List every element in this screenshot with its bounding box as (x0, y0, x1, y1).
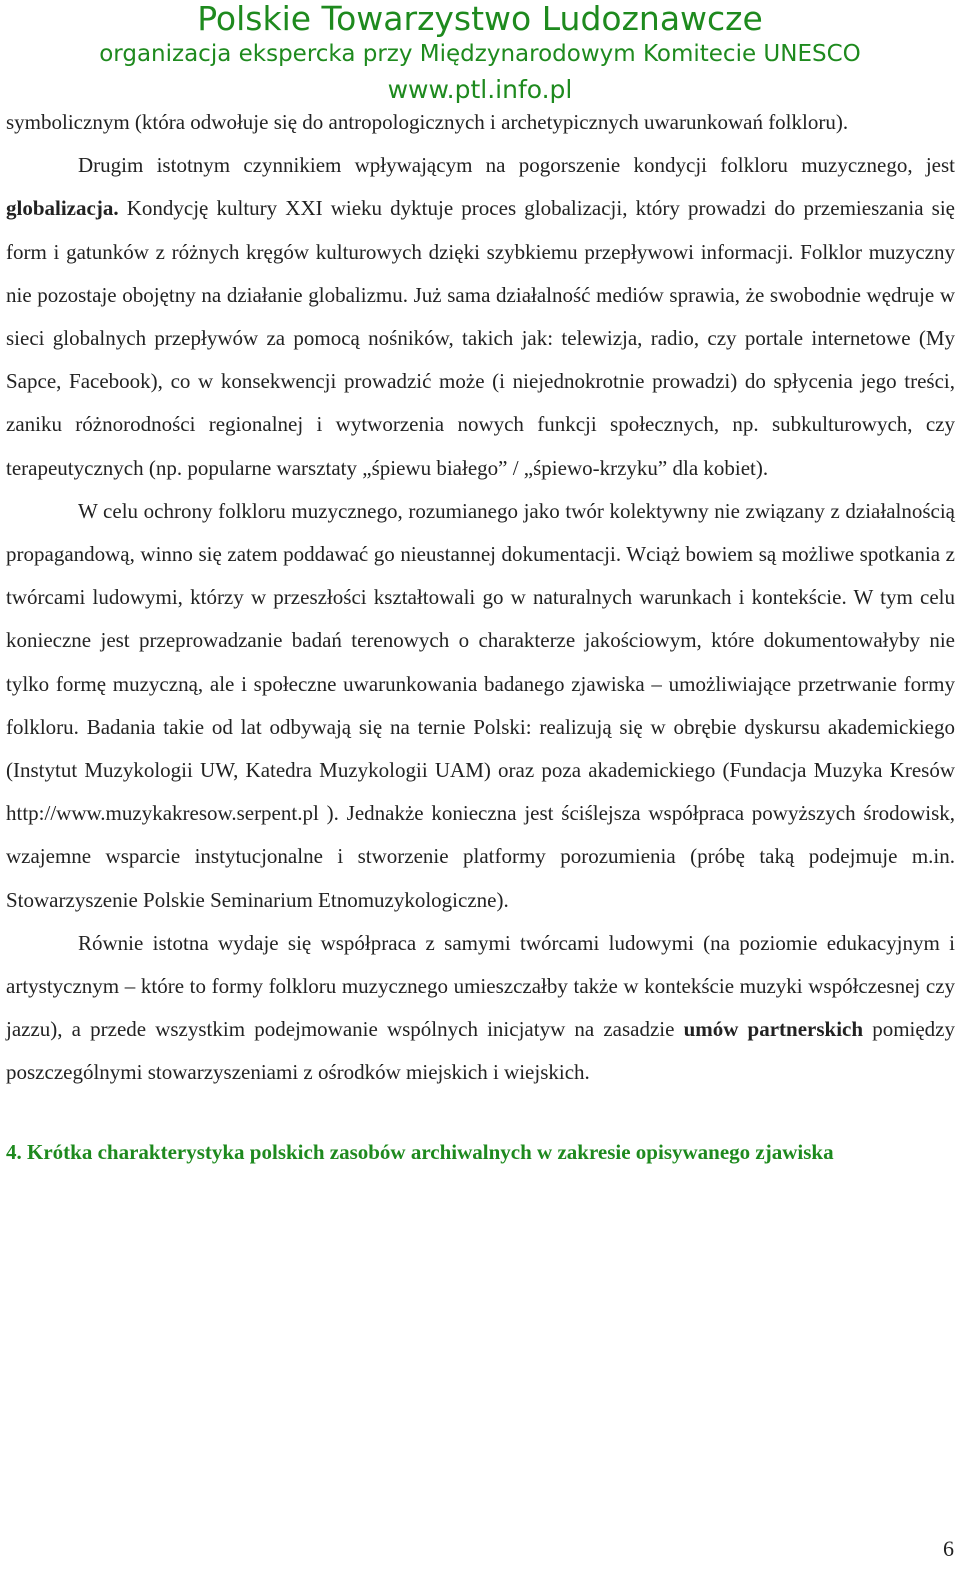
document-body (6, 101, 955, 1174)
paragraph-2-text-b: Kondycję kultury XXI wieku dyktuje proces globalizacji, który prowadzi do przemieszania się form i gatunków z różnych kręgów kulturowych dzięki szybkiemu przepływowi informacji. Folklor muzyczny nie pozostaje obojętny na działanie globalizmu. Już sama działalność mediów sprawia, że swobodnie wędruje w sieci globalnych przepływów za pomocą nośników, takich jak: telewizja, radio, czy portale internetowe (My Sapce, Facebook), co w konsekwencji prowadzić może (i niejednokrotnie prowadzi) do spłycenia jego treści, zaniku różnorodności regionalnej i wytworzenia nowych funkcji społecznych, np. subkulturowych, czy terapeutycznych (np. popularne warsztaty „śpiewu białego” / „śpiewo-krzyku” dla kobiet). (6, 196, 955, 480)
header-title: Polskie Towarzystwo Ludoznawcze (197, 0, 763, 38)
paragraph-3: W celu ochrony folkloru muzycznego, rozumianego jako twór kolektywny nie związany z działalnością propagandową, winno się zatem poddawać go nieustannej dokumentacji. Wciąż bowiem są możliwe spotkania z twórcami ludowymi, którzy w przeszłości kształtowali go w naturalnych warunkach i kontekście. W tym celu konieczne jest przeprowadzanie badań terenowych o charakterze jakościowym, które dokumentowałyby nie tylko formę muzyczną, ale i społeczne uwarunkowania badanego zjawiska – umożliwiające przetrwanie formy folkloru. Badania takie od lat odbywają się na ternie Polski: realizują się w obrębie dyskursu akademickiego (Instytut Muzykologii UW, Katedra Muzykologii UAM) oraz poza akademickiego (Fundacja Muzyka Kresów http://www.muzykakresow.serpent.pl ). Jednakże konieczna jest ściślejsza współpraca powyższych środowisk, wzajemne wsparcie instytucjonalne i stworzenie platformy porozumienia (próbę taką podejmuje m.in. Stowarzyszenie Polskie Seminarium Etnomuzykologiczne). (6, 498, 955, 912)
paragraph-4 (6, 922, 955, 1095)
paragraph-4-text-b: pomiędzy poszczególnymi stowarzyszeniami z ośrodków miejskich i wiejskich. (6, 1017, 956, 1085)
section-spacer (6, 1095, 955, 1131)
paragraph-4-bold: umów partnerskich (683, 1017, 864, 1042)
page-number: 6 (943, 1536, 954, 1561)
header-url[interactable]: www.ptl.info.pl (387, 75, 573, 104)
paragraph-2-bold: globalizacja. (6, 196, 119, 221)
paragraph-1: symbolicznym (która odwołuje się do antropologicznych i archetypicznych uwarunkowań folkloru). (6, 110, 849, 134)
section-heading: 4. Krótka charakterystyka polskich zasobów archiwalnych w zakresie opisywanego zjawiska (6, 1139, 834, 1164)
paragraph-2 (6, 144, 955, 490)
paragraph-2-text-a: Drugim istotnym czynnikiem wpływającym na pogorszenie kondycji folkloru muzycznego, jest (78, 153, 955, 178)
paragraph-4-text-a: Równie istotna wydaje się współpraca z samymi twórcami ludowymi (na poziomie edukacyjnym i artystycznym – które to formy folkloru muzycznego umieszczałby także w kontekście muzyki współczesnej czy jazzu), a przede wszystkim podejmowanie wspólnych inicjatyw na zasadzie (6, 930, 955, 1042)
header-subtitle: organizacja ekspercka przy Międzynarodowym Komitecie UNESCO (99, 41, 861, 67)
